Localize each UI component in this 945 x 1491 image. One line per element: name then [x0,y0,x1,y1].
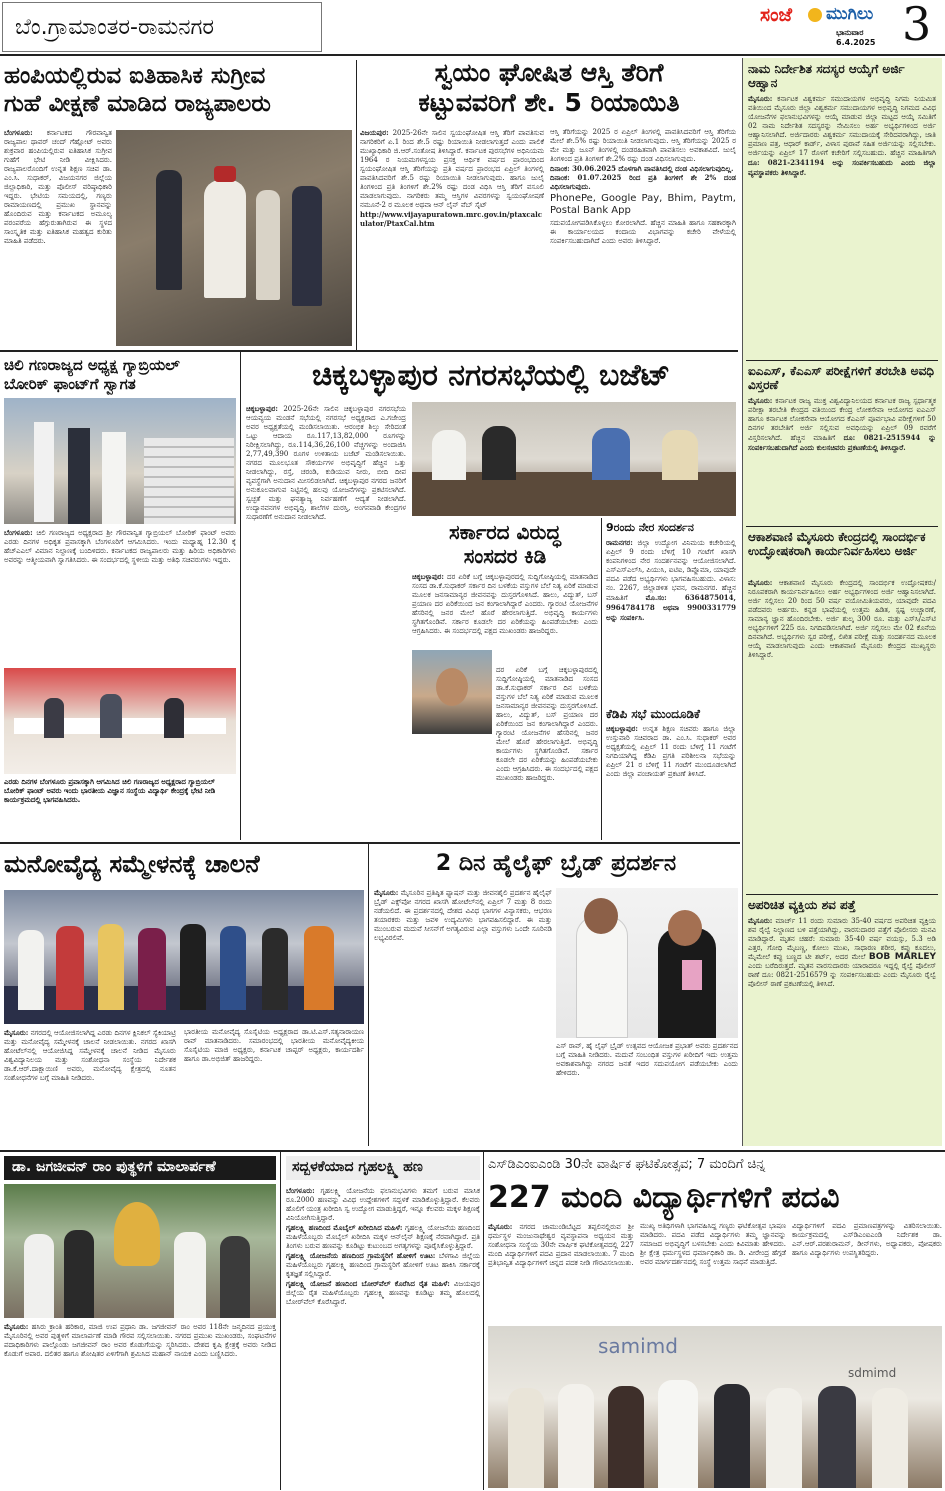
gruhalakshmi-vrule [483,1152,484,1490]
bob-marley-text: BOB MARLEY [868,952,936,962]
property-tax-url: http://www.vijayapuratown.mrc.gov.in/ptaxcalculator/PtaxCal.htm [360,210,543,228]
chile-headline: ಚಿಲಿ ಗಣರಾಜ್ಯದ ಅಧ್ಯಕ್ಷ ಗ್ಯಾಬ್ರಿಯಲ್ ಬೋರಿಕ್ ಫಾಂಟ್‌ಗೆ ಸ್ವಾಗತ [4,356,180,393]
budget-headline: ಚಿಕ್ಕಬಳ್ಳಾಪುರ ನಗರಸಭೆಯಲ್ಲಿ ಬಜೆಟ್ [311,358,671,393]
sdmimd-banner-logo: sdmimd [848,1366,897,1380]
sidebar-item-4-headline: ಅಪರಿಚಿತ ವ್ಯಕ್ತಿಯ ಶವ ಪತ್ತೆ [748,898,856,912]
halflife-headline: 2 ದಿನ ಹೈಲೈಫ್ ಬ್ರೈಡ್ ಪ್ರದರ್ಶನ [435,851,677,876]
sidebar-item-1-body: ಮೈಸೂರು: ಕರ್ನಾಟಕ ವಿಶ್ವಕರ್ಮ ಸಮುದಾಯಗಳ ಅಭಿವೃದ್ಧಿ ನಿಗಮ ನಿಯಮಿತ ವತಿಯಿಂದ ಮೈಸೂರು ಜಿಲ್ಲಾ ವಿಶ್ವಕರ್ಮ ಸಮುದಾಯಗಳ ಅಭಿವೃದ್ಧಿ ನಿಗಮದ ವಿವಿಧ ಯೋಜನೆಗಳ ಫಲಾನುಭವಿಗಳನ್ನು ಆಯ್ಕೆ ಮಾಡುವ ಜಿಲ್ಲಾ ಮಟ್ಟದ ಆಯ್ಕೆ ಸಮಿತಿಗೆ 02 ನಾಮ ನಿರ್ದೇಶಿತ ಸದಸ್ಯರನ್ನು ನೇಮಿಸಲು ಅರ್ಹ ಅಭ್ಯರ್ಥಿಗಳಿಂದ ಅರ್ಜಿ ಆಹ್ವಾನಿಸಲಾಗಿದೆ. ಅರ್ಜಿದಾರರು ವಿಶ್ವಕರ್ಮ ಸಮುದಾಯಕ್ಕೆ ಸೇರಿದವರಾಗಿದ್ದು, ಜಾತಿ ಪ್ರಮಾಣ ಪತ್ರ, ಆಧಾರ್ ಕಾರ್ಡ್, ವಿಳಾಸ ಪುರಾವೆ ಸಹಿತ ಅರ್ಜಿಯನ್ನು ಸಲ್ಲಿಸಬೇಕು. ಅರ್ಜಿಯನ್ನು ಏಪ್ರಿಲ್ 17 ರೊಳಗೆ ಕಚೇರಿಗೆ ಸಲ್ಲಿಸಬಹುದು. ಹೆಚ್ಚಿನ ಮಾಹಿತಿಗಾಗಿ ದೂ: 0821-2341194 ಅನ್ನು ಸಂಪರ್ಕಿಸಬಹುದು ಎಂದು ಜಿಲ್ಲಾ ವ್ಯವಸ್ಥಾಪಕರು ತಿಳಿಸಿದ್ದಾರೆ. [748,94,936,177]
property-tax-body-col2: ಆಸ್ತಿ ತೆರಿಗೆಯನ್ನು 2025 ರ ಏಪ್ರಿಲ್ ತಿಂಗಳಲ್ಲಿ ಪಾವತಿಸಿದವರಿಗೆ ಆಸ್ತಿ ತೆರಿಗೆಯ ಮೇಲೆ ಶೇ.5% ರಷ್ಟು ರಿಯಾಯಿತಿ ನೀಡಲಾಗುವುದು. ಆಸ್ತಿ ತೆರಿಗೆಯನ್ನು 2025 ರ ಮೇ ಮತ್ತು ಜೂನ್ ತಿಂಗಳಲ್ಲಿ ದಂಡರಹಿತವಾಗಿ ಪಾವತಿಸಲು ಅವಕಾಶವಿದೆ. ಜುಲೈ ತಿಂಗಳಿಂದ ಪ್ರತಿ ತಿಂಗಳಿಗೆ ಶೇ.2% ರಷ್ಟು ದಂಡ ವಿಧಿಸಲಾಗುವುದು. ದಿನಾಂಕ: 30.06.2025 ದೊಳಗಾಗಿ ಪಾವತಿಸಿದಲ್ಲಿ ದಂಡ ವಿಧಿಸಲಾಗುವುದಿಲ್ಲ. ದಿನಾಂಕ: 01.07.2025 ರಿಂದ ಪ್ರತಿ ತಿಂಗಳಿಗೆ ಶೇ 2% ದಂಡ ವಿಧಿಸಲಾಗುವುದು. PhonePe, Google Pay, Bhim, Paytm, Postal Bank App ಸದುಪಯೋಗಪಡಿಸಿಕೊಳ್ಳಲು ಕೋರಲಾಗಿದೆ. ಹೆಚ್ಚಿನ ಮಾಹಿತಿ ಹಾಗೂ ಸಹಕಾರಕ್ಕಾಗಿ ಈ ಕಾರ್ಯಾಲಯದ ಕಂದಾಯ ವಿಭಾಗವನ್ನು ಕಚೇರಿ ವೇಳೆಯಲ್ಲಿ ಸಂಪರ್ಕಿಸಬಹುದಾಗಿದೆ ಎಂದು ಅವರು ತಿಳಿಸಿದ್ದಾರೆ. [550,128,736,245]
mid-hrule [0,842,740,844]
sdmimd-kicker: ಎಸ್‌ಡಿಎಂಐಎಂಡಿ 30ನೇ ವಾರ್ಷಿಕ ಘಟಿಕೋತ್ಸವ; 7 ಮಂದಿಗೆ ಚಿನ್ನ [488,1157,766,1172]
sidebar-item-1-headline: ನಾಮ ನಿರ್ದೇಶಿತ ಸದಸ್ಯರ ಆಯ್ಕೆಗೆ ಅರ್ಜಿ ಆಹ್ವಾನ [748,62,905,90]
property-tax-headline: ಸ್ವಯಂ ಘೋಷಿತ ಆಸ್ತಿ ತೆರಿಗೆ ಕಟ್ಟುವವರಿಗೆ ಶೇ. 5 ರಿಯಾಯಿತಿ [418,58,680,117]
sdmimd-photo [488,1326,942,1488]
jagjivan-vrule [280,1152,281,1490]
payment-methods: PhonePe, Google Pay, Bhim, Paytm, Postal Bank App [550,193,736,216]
chile-body: ಬೆಂಗಳೂರು: ಚಿಲಿ ಗಣರಾಜ್ಯದ ಅಧ್ಯಕ್ಷರಾದ ಶ್ರೀ ಗೌರವಾನ್ವಿತ ಗ್ಯಾಬ್ರಿಯಲ್ ಬೋರಿಕ್ ಫಾಂಟ್ ಅವರು ಎರಡು ದಿನಗಳ ಅಧಿಕೃತ ಪ್ರವಾಸಕ್ಕಾಗಿ ಬೆಂಗಳೂರಿಗೆ ಆಗಮಿಸಿದರು. ಇಂದು ಮಧ್ಯಾಹ್ನ 12.30 ಕ್ಕೆ ಹೆಚ್ಎಎಲ್ ವಿಮಾನ ನಿಲ್ದಾಣಕ್ಕೆ ಬಂದಿಳಿದರು. ಕರ್ನಾಟಕದ ರಾಜ್ಯಪಾಲರು ಮತ್ತು ಹಿರಿಯ ಅಧಿಕಾರಿಗಳು ಅವರನ್ನು ಆತ್ಮೀಯವಾಗಿ ಸ್ವಾಗತಿಸಿದರು. ಈ ಸಂದರ್ಭದಲ್ಲಿ ಸ್ಥಳೀಯ ಮತ್ತು ಅತಿಥಿ ಸಚಿವರುಗಳು ಇದ್ದರು. [4,528,236,564]
sdmimd-body-col3: ವಿದ್ಯಾರ್ಥಿಗಳಿಗೆ ಪದವಿ ಪ್ರಮಾಣಪತ್ರಗಳನ್ನು ವಿತರಿಸಲಾಯಿತು. ಕಾರ್ಯಕ್ರಮದಲ್ಲಿ ಎಸ್‌ಡಿಎಂಐಎಂಡಿ ನಿರ್ದೇಶಕ ಡಾ. ಎನ್.ಆರ್.ಪರಶುರಾಮನ್, ಡೀನ್‌ಗಳು, ಅಧ್ಯಾಪಕರು, ಪೋಷಕರು ಹಾಗೂ ವಿದ್ಯಾರ್ಥಿಗಳು ಉಪಸ್ಥಿತರಿದ್ದರು. [792,1222,942,1257]
sidebar-item-4-body: ಮೈಸೂರು: ಮಾರ್ಚ್ 11 ರಂದು ಸುಮಾರು 35-40 ವರ್ಷದ ಅಪರಿಚಿತ ವ್ಯಕ್ತಿಯ ಶವ ರೈಲ್ವೆ ನಿಲ್ದಾಣದ ಬಳಿ ಪತ್ತೆಯಾಗಿದ್ದು, ವಾರಸುದಾರರ ಪತ್ತೆಗೆ ಪೊಲೀಸರು ಮನವಿ ಮಾಡಿದ್ದಾರೆ. ಮೃತನ ಚಹರೆ: ಸುಮಾರು 35-40 ವರ್ಷ ವಯಸ್ಸು, 5.3 ಅಡಿ ಎತ್ತರ, ಗೋಧಿ ಮೈಬಣ್ಣ, ಕೋಲು ಮುಖ, ಸಾಧಾರಣ ಶರೀರ, ಕಪ್ಪು ಕೂದಲು, ಮೈಮೇಲೆ ಕಪ್ಪು ಬಣ್ಣದ ಟೀ ಶರ್ಟ್, ಅದರ ಮೇಲೆ BOB MARLEY ಎಂದು ಬರೆದಿರುತ್ತದೆ. ಮೃತನ ವಾರಸುದಾರರು ಯಾರಾದರೂ ಇದ್ದಲ್ಲಿ ರೈಲ್ವೆ ಪೊಲೀಸ್ ಠಾಣೆ ದೂ: 0821-2516579 ನ್ನು ಸಂಪರ್ಕಿಸಬಹುದು ಎಂದು ಮೈಸೂರು ರೈಲ್ವೆ ಪೊಲೀಸ್ ಠಾಣೆ ಪ್ರಕಟಣೆಯಲ್ಲಿ ತಿಳಿಸಿದೆ. [748,916,936,988]
halflife-body-col1: ಮೈಸೂರು: ಮೈಸೂರಿನ ಪ್ರತಿಷ್ಠಿತ ಫ್ಯಾಷನ್ ಮತ್ತು ಜೀವನಶೈಲಿ ಪ್ರದರ್ಶನ ಹೈಲೈಫ್ ಬ್ರೈಡ್ ಎಕ್ಸ್‌ಪೋ ನಗರದ ಖಾಸಗಿ ಹೋಟೆಲ್‌ನಲ್ಲಿ ಏಪ್ರಿಲ್ 7 ಮತ್ತು 8 ರಂದು ನಡೆಯಲಿದೆ. ಈ ಪ್ರದರ್ಶನದಲ್ಲಿ ದೇಶದ ವಿವಿಧ ಭಾಗಗಳ ವಿನ್ಯಾಸಕರು, ಆಭರಣ ತಯಾರಕರು ಮತ್ತು ಜವಳಿ ಉದ್ಯಮಿಗಳು ಭಾಗವಹಿಸಲಿದ್ದಾರೆ. ಈ ಮತ್ತು ಮುಂಬರುವ ಮದುವೆ ಸೀಸನ್‌ಗೆ ಅಗತ್ಯವಿರುವ ಎಲ್ಲಾ ವಸ್ತುಗಳು ಒಂದೇ ಸೂರಿನಡಿ ಲಭ್ಯವಿರಲಿವೆ. [374,888,552,942]
sidebar-item-3-headline: ಆಕಾಶವಾಣಿ ಮೈಸೂರು ಕೇಂದ್ರದಲ್ಲಿ ಸಾಂದರ್ಭಿಕ ಉದ್ಘೋಷಕರಾಗಿ ಕಾರ್ಯನಿರ್ವಹಿಸಲು ಅರ್ಜಿ [748,530,926,558]
mp-body-col1: ಚಿಕ್ಕಬಳ್ಳಾಪುರ: ದರ ಏರಿಕೆ ಬಗ್ಗೆ ಚಿಕ್ಕಬಳ್ಳಾಪುರದಲ್ಲಿ ಸುದ್ದಿಗೋಷ್ಠಿಯಲ್ಲಿ ಮಾತನಾಡಿದ ಸಂಸದ ಡಾ.ಕೆ.ಸುಧಾಕರ್ ಸರ್ಕಾರ ದಿನ ಬಳಕೆಯ ವಸ್ತುಗಳ ಬೆಲೆ ನಿತ್ಯ ಏರಿಕೆ ಮಾಡುವ ಮೂಲಕ ಜನಸಾಮಾನ್ಯರ ಜೀವನವನ್ನು ದುಸ್ತರಗೊಳಿಸಿದೆ. ಹಾಲು, ವಿದ್ಯುತ್, ಬಸ್ ಪ್ರಯಾಣ ದರ ಏರಿಕೆಯಿಂದ ಜನ ಕಂಗಾಲಾಗಿದ್ದಾರೆ ಎಂದರು. ಗ್ಯಾರಂಟಿ ಯೋಜನೆಗಳ ಹೆಸರಿನಲ್ಲಿ ಜನರ ಮೇಲೆ ಹೊರೆ ಹೇರಲಾಗುತ್ತಿದೆ. ಅಭಿವೃದ್ಧಿ ಕಾರ್ಯಗಳು ಸ್ಥಗಿತಗೊಂಡಿವೆ. ಸರ್ಕಾರ ಕೂಡಲೇ ದರ ಏರಿಕೆಯನ್ನು ಹಿಂಪಡೆಯಬೇಕು ಎಂದು ಆಗ್ರಹಿಸಿದರು. ಈ ಸಂದರ್ಭದಲ್ಲಿ ಪಕ್ಷದ ಮುಖಂಡರು ಹಾಜರಿದ್ದರು. [412,572,598,635]
sidebar [742,58,942,1146]
issue-date: 6.4.2025 [836,38,876,47]
hampi-photo [116,130,352,346]
mp-photo [412,650,492,734]
gruhalakshmi-headline-box [286,1156,480,1180]
psychiatry-photo [4,890,364,1024]
chile-photo-2 [4,668,236,774]
mp-body-col2: ದರ ಏರಿಕೆ ಬಗ್ಗೆ ಚಿಕ್ಕಬಳ್ಳಾಪುರದಲ್ಲಿ ಸುದ್ದಿಗೋಷ್ಠಿಯಲ್ಲಿ ಮಾತನಾಡಿದ ಸಂಸದ ಡಾ.ಕೆ.ಸುಧಾಕರ್ ಸರ್ಕಾರ ದಿನ ಬಳಕೆಯ ವಸ್ತುಗಳ ಬೆಲೆ ನಿತ್ಯ ಏರಿಕೆ ಮಾಡುವ ಮೂಲಕ ಜನಸಾಮಾನ್ಯರ ಜೀವನವನ್ನು ದುಸ್ತರಗೊಳಿಸಿದೆ. ಹಾಲು, ವಿದ್ಯುತ್, ಬಸ್ ಪ್ರಯಾಣ ದರ ಏರಿಕೆಯಿಂದ ಜನ ಕಂಗಾಲಾಗಿದ್ದಾರೆ ಎಂದರು. ಗ್ಯಾರಂಟಿ ಯೋಜನೆಗಳ ಹೆಸರಿನಲ್ಲಿ ಜನರ ಮೇಲೆ ಹೊರೆ ಹೇರಲಾಗುತ್ತಿದೆ. ಅಭಿವೃದ್ಧಿ ಕಾರ್ಯಗಳು ಸ್ಥಗಿತಗೊಂಡಿವೆ. ಸರ್ಕಾರ ಕೂಡಲೇ ದರ ಏರಿಕೆಯನ್ನು ಹಿಂಪಡೆಯಬೇಕು ಎಂದು ಆಗ್ರಹಿಸಿದರು. ಈ ಸಂದರ್ಭದಲ್ಲಿ ಪಕ್ಷದ ಮುಖಂಡರು ಹಾಜರಿದ್ದರು. [496,666,598,782]
interview-phones: ಮೊ.ಸಂ: 6364875014, 9964784178 ಅಥವಾ 9900331779 ಅನ್ನು ಸಂಪರ್ಕಿಸಿ. [606,593,736,622]
jagjivan-body: ಮೈಸೂರು: ಹಸಿರು ಕ್ರಾಂತಿ ಹರಿಕಾರ, ಮಾಜಿ ಉಪ ಪ್ರಧಾನಿ ಡಾ. ಜಗಜೀವನ್ ರಾಂ ಅವರ 118ನೇ ಜನ್ಮದಿನದ ಪ್ರಯುಕ್ತ ಮೈಸೂರಿನಲ್ಲಿ ಅವರ ಪುತ್ಥಳಿಗೆ ಮಾಲಾರ್ಪಣೆ ಮಾಡಿ ಗೌರವ ಸಲ್ಲಿಸಲಾಯಿತು. ನಗರದ ಪ್ರಮುಖ ಮುಖಂಡರು, ಸಂಘಟನೆಗಳ ಪದಾಧಿಕಾರಿಗಳು ಪಾಲ್ಗೊಂಡು ಜಗಜೀವನ್ ರಾಂ ಅವರ ಕೊಡುಗೆಯನ್ನು ಸ್ಮರಿಸಿದರು. ದೇಶದ ಕೃಷಿ ಕ್ಷೇತ್ರಕ್ಕೆ ಅವರು ನೀಡಿದ ಕೊಡುಗೆ ಅಪಾರ. ದಲಿತರ ಹಾಗೂ ಶೋಷಿತರ ಏಳಿಗೆಗಾಗಿ ಶ್ರಮಿಸಿದ ಮಹಾನ್ ನಾಯಕ ಎಂದು ಬಣ್ಣಿಸಿದರು. [4,1322,276,1358]
psychiatry-vrule [368,844,369,1146]
sdmimd-body-col1: ಮೈಸೂರು: ನಗರದ ಚಾಮುಂಡಿಬೆಟ್ಟದ ತಪ್ಪಲಿನಲ್ಲಿರುವ ಶ್ರೀ ಧರ್ಮಸ್ಥಳ ಮಂಜುನಾಥೇಶ್ವರ ವ್ಯವಸ್ಥಾಪನಾ ಅಧ್ಯಯನ ಮತ್ತು ಸಂಶೋಧನಾ ಸಂಸ್ಥೆಯ 30ನೇ ವಾರ್ಷಿಕ ಘಟಿಕೋತ್ಸವದಲ್ಲಿ 227 ಮಂದಿ ವಿದ್ಯಾರ್ಥಿಗಳಿಗೆ ಪದವಿ ಪ್ರದಾನ ಮಾಡಲಾಯಿತು. 7 ಮಂದಿ ಪ್ರತಿಭಾನ್ವಿತ ವಿದ್ಯಾರ್ಥಿಗಳಿಗೆ ಚಿನ್ನದ ಪದಕ ನೀಡಿ ಗೌರವಿಸಲಾಯಿತು. [488,1222,634,1267]
paper-name-right: ಮುಗಿಲು [826,4,874,24]
hampi-body: ಬೆಂಗಳೂರು: ಕರ್ನಾಟಕದ ಗೌರವಾನ್ವಿತ ರಾಜ್ಯಪಾಲ ಥಾವರ್ ಚಂದ್ ಗೆಹ್ಲೋಟ್ ಅವರು ಶುಕ್ರವಾರ ಹಂಪಿಯಲ್ಲಿರುವ ಐತಿಹಾಸಿಕ ಸುಗ್ರೀವ ಗುಹೆಗೆ ಭೇಟಿ ನೀಡಿ ವೀಕ್ಷಿಸಿದರು. ರಾಜ್ಯಪಾಲರೊಂದಿಗೆ ಉನ್ನತ ಶಿಕ್ಷಣ ಸಚಿವ ಡಾ. ಎಂ.ಸಿ. ಸುಧಾಕರ್, ವಿಜಯನಗರ ಜಿಲ್ಲೆಯ ಜಿಲ್ಲಾಧಿಕಾರಿ, ಮತ್ತು ಪೊಲೀಸ್ ವರಿಷ್ಠಾಧಿಕಾರಿ ಇದ್ದರು. ಭೇಟಿಯ ಸಮಯದಲ್ಲಿ, ಗಣ್ಯರು ರಾಮಾಯಣದಲ್ಲಿ ಪ್ರಮುಖ ಸ್ಥಾನವನ್ನು ಹೊಂದಿರುವ ಮತ್ತು ಕರ್ನಾಟಕದ ಅಮೂಲ್ಯ ಪರಂಪರೆಯ ಹೆಗ್ಗುರುತಾಗಿರುವ ಈ ಸ್ಥಳದ ಸಾಂಸ್ಕೃತಿಕ ಮತ್ತು ಐತಿಹಾಸಿಕ ಮಹತ್ವದ ಕುರಿತು ಮಾಹಿತಿ ಪಡೆದರು. [4,128,112,245]
interview-body: ರಾಮನಗರ: ಜಿಲ್ಲಾ ಉದ್ಯೋಗ ವಿನಿಮಯ ಕಚೇರಿಯಲ್ಲಿ ಏಪ್ರಿಲ್ 9 ರಂದು ಬೆಳಿಗ್ಗೆ 10 ಗಂಟೆಗೆ ಖಾಸಗಿ ಕಂಪನಿಗಳಿಂದ ನೇರ ಸಂದರ್ಶನವನ್ನು ಆಯೋಜಿಸಲಾಗಿದೆ. ಎಸ್ಎಸ್ಎಲ್‌ಸಿ, ಪಿಯುಸಿ, ಐಟಿಐ, ಡಿಪ್ಲೊಮಾ, ಯಾವುದೇ ಪದವಿ ಪಡೆದ ಅಭ್ಯರ್ಥಿಗಳು ಭಾಗವಹಿಸಬಹುದು. ವಿಳಾಸ: ನಂ. 2267, ಜಿಲ್ಲಾಡಳಿತ ಭವನ, ರಾಮನಗರ. ಹೆಚ್ಚಿನ ಮಾಹಿತಿಗೆ ಮೊ.ಸಂ: 6364875014, 9964784178 ಅಥವಾ 9900331779 ಅನ್ನು ಸಂಪರ್ಕಿಸಿ. [606,538,736,622]
chile-photo-caption: ಎರಡು ದಿನಗಳ ಬೆಂಗಳೂರು ಪ್ರವಾಸಕ್ಕಾಗಿ ಆಗಮಿಸಿದ ಚಿಲಿ ಗಣರಾಜ್ಯದ ಅಧ್ಯಕ್ಷರಾದ ಗ್ಯಾಬ್ರಿಯಲ್ ಬೋರಿಕ್ ಫಾಂಟ್ ಅವರು ಇಂದು ಭಾರತೀಯ ವಿಜ್ಞಾನ ಸಂಸ್ಥೆಯ ವಿದ್ಯಾರ್ಥಿ ಕೇಂದ್ರಕ್ಕೆ ಭೇಟಿ ನೀಡಿ ಕಾರ್ಯಕ್ರಮದಲ್ಲಿ ಭಾಗವಹಿಸಿದರು. [4,778,216,804]
section-label: ಬೆಂ.ಗ್ರಾಮಾಂತರ-ರಾಮನಗರ [15,15,215,40]
psychiatry-body-col1: ಮೈಸೂರು: ನಗರದಲ್ಲಿ ಆಯೋಜಿಸಲಾಗಿದ್ದ ಎರಡು ದಿನಗಳ ಕ್ಲಿನಿಕಲ್ ಸ್ಯೆಕಿಯಾಟ್ರಿ ಮತ್ತು ಮನೋವೈದ್ಯ ಸಮ್ಮೇಳನಕ್ಕೆ ಚಾಲನೆ ನೀಡಲಾಯಿತು. ನಗರದ ಖಾಸಗಿ ಹೋಟೆಲ್‌ನಲ್ಲಿ ಆಯೋಜಿಸಿದ್ದ ಸಮ್ಮೇಳನಕ್ಕೆ ಚಾಲನೆ ನೀಡಿದ ಮೈಸೂರು ವಿಶ್ವವಿದ್ಯಾನಿಲಯ ಮತ್ತು ಸಂಶೋಧನಾ ಸಂಸ್ಥೆಯ ನಿರ್ದೇಶಕ ಡಾ.ಕೆ.ಆರ್.ದಾಕ್ಷಾಯಿಣಿ ಅವರು, ಮನೋವೈದ್ಯ ಕ್ಷೇತ್ರದಲ್ಲಿ ನೂತನ ಸಂಶೋಧನೆಗಳ ಬಗ್ಗೆ ಮಾಹಿತಿ ನೀಡಿದರು. [4,1028,176,1082]
halflife-photo [556,888,738,1038]
psychiatry-headline: ಮನೋವೈದ್ಯ ಸಮ್ಮೇಳನಕ್ಕೆ ಚಾಲನೆ [4,850,260,878]
kdp-body: ಚಿಕ್ಕಬಳ್ಳಾಪುರ: ಉನ್ನತ ಶಿಕ್ಷಣ ಸಚಿವರು ಹಾಗೂ ಜಿಲ್ಲಾ ಉಸ್ತುವಾರಿ ಸಚಿವರಾದ ಡಾ. ಎಂ.ಸಿ. ಸುಧಾಕರ್ ಅವರ ಅಧ್ಯಕ್ಷತೆಯಲ್ಲಿ ಏಪ್ರಿಲ್ 11 ರಂದು ಬೆಳಿಗ್ಗೆ 11 ಗಂಟೆಗೆ ನಿಗದಿಯಾಗಿದ್ದ ಕೆಡಿಪಿ ಪ್ರಗತಿ ಪರಿಶೀಲನಾ ಸಭೆಯನ್ನು ಏಪ್ರಿಲ್ 21 ರ ಬೆಳಿಗ್ಗೆ 11 ಗಂಟೆಗೆ ಮುಂದೂಡಲಾಗಿದೆ ಎಂದು ಜಿಲ್ಲಾ ಪಂಚಾಯತ್ ಪ್ರಕಟಣೆ ತಿಳಿಸಿದೆ. [606,724,736,778]
psychiatry-body-col2: ಭಾರತೀಯ ಮನೋವೈದ್ಯ ಸೊಸೈಟಿಯ ಅಧ್ಯಕ್ಷರಾದ ಡಾ.ಟಿ.ಎಸ್.ಸತ್ಯನಾರಾಯಣ ರಾವ್ ಮಾತನಾಡಿದರು. ಸಮಾರಂಭದಲ್ಲಿ ಭಾರತೀಯ ಮನೋವೈದ್ಯಕೀಯ ಸೊಸೈಟಿಯ ಮಾಜಿ ಅಧ್ಯಕ್ಷರು, ಕರ್ನಾಟಕ ಚಾಪ್ಟರ್ ಅಧ್ಯಕ್ಷರು, ಕಾರ್ಯದರ್ಶಿ ಹಾಗೂ ಡಾ.ಅಭಿಜಿತ್ ಹಾಜರಿದ್ದರು. [184,1028,364,1063]
hampi-vrule [356,60,357,350]
sdmimd-headline: 227 ಮಂದಿ ವಿದ್ಯಾರ್ಥಿಗಳಿಗೆ ಪದವಿ [488,1180,840,1215]
property-tax-body-col1: ವಿಜಯಪುರ: 2025-26ನೇ ಸಾಲಿನ ಸ್ವಯಂಘೋಷಿತ ಆಸ್ತಿ ತೆರಿಗೆ ಪಾವತಿಸುವ ನಾಗರಿಕರಿಗೆ ಏ.1 ರಿಂದ ಶೇ.5 ರಷ್ಟು ರಿಯಾಯಿತಿ ನೀಡಲಾಗುತ್ತದೆ ಎಂದು ಪಾಲಿಕೆ ಮುಖ್ಯಾಧಿಕಾರಿ ಜಿ.ಆರ್.ಸಂತೋಷ ತಿಳಿಸಿದ್ದಾರೆ. ಕರ್ನಾಟಕ ಪುರಸಭೆಗಳ ಅಧಿನಿಯಮ 1964 ರ ನಿಯಮಗಳನ್ವಯ ಪ್ರಸಕ್ತ ಆರ್ಥಿಕ ವರ್ಷದ ಪ್ರಾರಂಭದಿಂದ ಸ್ವಯಂಘೋಷಿತ ಆಸ್ತಿ ತೆರಿಗೆಯನ್ನು ಪ್ರತಿ ವರ್ಷದ ಪ್ರಾರಂಭದ ಏಪ್ರಿಲ್ ತಿಂಗಳಲ್ಲಿ ಪಾವತಿಸಿದವರಿಗೆ ಶೇ.5 ರಷ್ಟು ರಿಯಾಯಿತಿ ನೀಡಲಾಗುವುದು. ಹಾಗೂ ಜುಲೈ ತಿಂಗಳಿಂದ ಪ್ರತಿ ತಿಂಗಳಿಗೆ ಶೇ.2% ರಷ್ಟು ದಂಡ ವಿಧಿಸಿ ಆಸ್ತಿ ತೆರಿಗೆ ವಸೂಲಿ ಮಾಡಲಾಗುವುದು. ನಾಗರಿಕರು ತಮ್ಮ ಆಸ್ತಿಗಳ ವಿವರಗಳನ್ನು ಸ್ವಯಂಘೋಷಣೆ ನಮೂನೆ-2 ರ ಮೂಲಕ ಅಥವಾ ಆನ್ ಲೈನ್ ವೆಬ್ ಸೈಟ್ http://www.vijayapuratown.mrc.gov.in/ptaxcalculator/PtaxCal.htm [360,128,544,228]
lower-hrule [0,1150,945,1152]
gruhalakshmi-headline: ಸದ್ಬಳಕೆಯಾದ ಗೃಹಲಕ್ಷ್ಮಿ ಹಣ [292,1159,423,1175]
jagjivan-headline: ಡಾ. ಜಗಜೀವನ್ ರಾಂ ಪುತ್ಥಳಿಗೆ ಮಾಲಾರ್ಪಣೆ [12,1159,216,1175]
sidebar-item-2-body: ಮೈಸೂರು: ಕರ್ನಾಟಕ ರಾಜ್ಯ ಮುಕ್ತ ವಿಶ್ವವಿದ್ಯಾನಿಲಯದ ಕರ್ನಾಟಕ ರಾಜ್ಯ ಸ್ಪರ್ಧಾತ್ಮಕ ಪರೀಕ್ಷಾ ತರಬೇತಿ ಕೇಂದ್ರದ ವತಿಯಿಂದ ಕೇಂದ್ರ ಲೋಕಸೇವಾ ಆಯೋಗದ ಐಎಎಸ್ ಹಾಗೂ ಕರ್ನಾಟಕ ಲೋಕಸೇವಾ ಆಯೋಗದ ಕೆಎಎಸ್ ಪೂರ್ವಭಾವಿ ಪರೀಕ್ಷೆಗಳಿಗೆ 50 ದಿನಗಳ ತರಬೇತಿಗೆ ಅರ್ಜಿ ಸಲ್ಲಿಸುವ ಅವಧಿಯನ್ನು ಏಪ್ರಿಲ್ 09 ರವರೆಗೆ ವಿಸ್ತರಿಸಲಾಗಿದೆ. ಹೆಚ್ಚಿನ ಮಾಹಿತಿಗೆ ದೂ: 0821-2515944 ನ್ನು ಸಂಪರ್ಕಿಸಬಹುದಾಗಿದೆ ಎಂದು ಕುಲಸಚಿವರು ಪ್ರಕಟಣೆಯಲ್ಲಿ ತಿಳಿಸಿದ್ದಾರೆ. [748,396,936,452]
sdmimd-body-col2: ಮುಖ್ಯ ಅತಿಥಿಗಳಾಗಿ ಭಾಗವಹಿಸಿದ್ದ ಗಣ್ಯರು ಘಟಿಕೋತ್ಸವ ಭಾಷಣ ಮಾಡಿದರು. ಪದವಿ ಪಡೆದ ವಿದ್ಯಾರ್ಥಿಗಳು ತಮ್ಮ ಜ್ಞಾನವನ್ನು ಸಮಾಜದ ಅಭಿವೃದ್ಧಿಗೆ ಬಳಸಬೇಕು ಎಂದು ಕಿವಿಮಾತು ಹೇಳಿದರು. ಶ್ರೀ ಕ್ಷೇತ್ರ ಧರ್ಮಸ್ಥಳದ ಧರ್ಮಾಧಿಕಾರಿ ಡಾ. ಡಿ. ವೀರೇಂದ್ರ ಹೆಗ್ಗಡೆ ಅವರ ಮಾರ್ಗದರ್ಶನದಲ್ಲಿ ಸಂಸ್ಥೆ ಉತ್ತಮ ಸಾಧನೆ ಮಾಡುತ್ತಿದೆ. [640,1222,786,1266]
interview-headline: 9ರಂದು ನೇರ ಸಂದರ್ಶನ [606,521,694,534]
budget-photo [412,402,736,516]
jagjivan-headline-box [4,1156,276,1180]
budget-body-col1: ಚಿಕ್ಕಬಳ್ಳಾಪುರ: 2025-26ನೇ ಸಾಲಿನ ಚಿಕ್ಕಬಳ್ಳಾಪುರ ನಗರಸಭೆಯ ಆಯವ್ಯಯ ಮಂಡನೆ ಸಭೆಯಲ್ಲಿ ನಗರಸಭೆ ಅಧ್ಯಕ್ಷರಾದ ಎ.ಗಜೇಂದ್ರ ಅವರ ಅಧ್ಯಕ್ಷತೆಯಲ್ಲಿ ಮಂಡಿಸಲಾಯಿತು. ಆರಂಭಿಕ ಶಿಲ್ಕು ಸೇರಿದಂತೆ ಒಟ್ಟು ಆದಾಯ ರೂ.117,13,82,000 ರೂಗಳನ್ನು ನಿರೀಕ್ಷಿಸಲಾಗಿದ್ದು, ರೂ.114,36,26,100 ವೆಚ್ಚಗಳನ್ನು ಅಂದಾಜಿಸಿ 2,77,49,390 ರೂಗಳ ಉಳಿತಾಯ ಬಜೆಟ್ ಮಂಡಿಸಲಾಯಿತು. ನಗರದ ಮೂಲಭೂತ ಸೌಕರ್ಯಗಳ ಅಭಿವೃದ್ಧಿಗೆ ಹೆಚ್ಚಿನ ಒತ್ತು ನೀಡಲಾಗಿದ್ದು, ರಸ್ತೆ, ಚರಂಡಿ, ಕುಡಿಯುವ ನೀರು, ಬೀದಿ ದೀಪ ವ್ಯವಸ್ಥೆಗಾಗಿ ಅನುದಾನ ಮೀಸಲಿಡಲಾಗಿದೆ. ಚಿಕ್ಕಬಳ್ಳಾಪುರ ನಗರದ ಜನರಿಗೆ ಅನುಕೂಲವಾಗುವ ನಿಟ್ಟಿನಲ್ಲಿ ಹಲವು ಯೋಜನೆಗಳನ್ನು ಪ್ರಕಟಿಸಲಾಗಿದೆ. ಸ್ವಚ್ಛತೆ ಮತ್ತು ಘನತ್ಯಾಜ್ಯ ನಿರ್ವಹಣೆಗೆ ಆದ್ಯತೆ ನೀಡಲಾಗಿದೆ. ಉದ್ಯಾನವನಗಳ ಅಭಿವೃದ್ಧಿ, ಶಾಲೆಗಳ ದುರಸ್ತಿ, ಅಂಗನವಾಡಿ ಕೇಂದ್ರಗಳ ಸುಧಾರಣೆಗೆ ಅನುದಾನ ನೀಡಲಾಗಿದೆ. [246,404,406,521]
issue-day: ಭಾನುವಾರ [836,28,864,37]
chile-photo-1 [4,398,236,524]
sun-icon [808,8,822,22]
page-number: 3 [902,0,932,51]
sidebar-item-3-body: ಮೈಸೂರು: ಆಕಾಶವಾಣಿ ಮೈಸೂರು ಕೇಂದ್ರದಲ್ಲಿ ಸಾಂದರ್ಭಿಕ ಉದ್ಘೋಷಕರು/ನಿರೂಪಕರಾಗಿ ಕಾರ್ಯನಿರ್ವಹಿಸಲು ಅರ್ಹ ಅಭ್ಯರ್ಥಿಗಳಿಂದ ಅರ್ಜಿ ಆಹ್ವಾನಿಸಲಾಗಿದೆ. ಅರ್ಜಿ ಸಲ್ಲಿಸಲು 20 ರಿಂದ 50 ವರ್ಷ ವಯೋಮಿತಿಯವರು, ಯಾವುದೇ ಪದವಿ ಪಡೆದವರು ಅರ್ಹರು. ಕನ್ನಡ ಭಾಷೆಯಲ್ಲಿ ಉತ್ತಮ ಹಿಡಿತ, ಸ್ಪಷ್ಟ ಉಚ್ಚಾರಣೆ, ಸಾಮಾನ್ಯ ಜ್ಞಾನ ಹೊಂದಿರಬೇಕು. ಅರ್ಜಿ ಶುಲ್ಕ 300 ರೂ. ಮತ್ತು ಎಸ್‌ಸಿ/ಎಸ್‌ಟಿ ಅಭ್ಯರ್ಥಿಗಳಿಗೆ 225 ರೂ. ನಿಗದಿಪಡಿಸಲಾಗಿದೆ. ಅರ್ಜಿ ಸಲ್ಲಿಸಲು ಮೇ 02 ಕೊನೆಯ ದಿನವಾಗಿದೆ. ಅಭ್ಯರ್ಥಿಗಳು ಸ್ವರ ಪರೀಕ್ಷೆ, ಲಿಖಿತ ಪರೀಕ್ಷೆ ಮತ್ತು ಸಂದರ್ಶನದ ಮೂಲಕ ಆಯ್ಕೆ ಮಾಡಲಾಗುವುದು ಎಂದು ಆಕಾಶವಾಣಿ ಮೈಸೂರು ಕೇಂದ್ರದ ಮುಖ್ಯಸ್ಥರು ತಿಳಿಸಿದ್ದಾರೆ. [748,578,936,659]
section-label-box [2,2,322,52]
sidebar-item-2-headline: ಐಎಎಸ್, ಕೆಎಎಸ್ ಪರೀಕ್ಷೆಗಳಿಗೆ ತರಬೇತಿ ಅವಧಿ ವಿಸ್ತರಣೆ [748,364,935,392]
mp-vrule [601,518,602,840]
kdp-headline: ಕೆಡಿಪಿ ಸಭೆ ಮುಂದೂಡಿಕೆ [606,707,700,721]
masthead-rule [0,54,945,56]
mp-headline: ಸರ್ಕಾರದ ವಿರುದ್ಧ ಸಂಸದರ ಕಿಡಿ [449,520,561,568]
jagjivan-photo [4,1184,276,1318]
gruhalakshmi-body: ಬೆಂಗಳೂರು: ಗೃಹಲಕ್ಷ್ಮಿ ಯೋಜನೆಯ ಫಲಾನುಭವಿಗಳು ತಮಗೆ ಬರುವ ಮಾಸಿಕ ರೂ.2000 ಹಣವನ್ನು ವಿವಿಧ ಉದ್ದೇಶಗಳಿಗೆ ಸದ್ಬಳಕೆ ಮಾಡಿಕೊಳ್ಳುತ್ತಿದ್ದಾರೆ. ಕೆಲವರು ಹೊಲಿಗೆ ಯಂತ್ರ ಖರೀದಿಸಿ ಸ್ವ ಉದ್ಯೋಗ ಮಾಡುತ್ತಿದ್ದರೆ, ಇನ್ನೂ ಕೆಲವರು ಮಕ್ಕಳ ಶಿಕ್ಷಣಕ್ಕೆ ವಿನಿಯೋಗಿಸುತ್ತಿದ್ದಾರೆ. ಗೃಹಲಕ್ಷ್ಮಿ ಹಣದಿಂದ ಮೊಬೈಲ್ ಖರೀದಿಸಿದ ಮಹಿಳೆ: ಗೃಹಲಕ್ಷ್ಮಿ ಯೋಜನೆಯ ಹಣದಿಂದ ಮಹಿಳೆಯೊಬ್ಬರು ಮೊಬೈಲ್ ಖರೀದಿಸಿ ಮಕ್ಕಳ ಆನ್‌ಲೈನ್ ಶಿಕ್ಷಣಕ್ಕೆ ನೆರವಾಗಿದ್ದಾರೆ. ಪ್ರತಿ ತಿಂಗಳು ಬರುವ ಹಣವನ್ನು ಕೂಡಿಟ್ಟು ಕುಟುಂಬದ ಅಗತ್ಯಗಳನ್ನು ಪೂರೈಸಿಕೊಳ್ಳುತ್ತಿದ್ದಾರೆ. ಗೃಹಲಕ್ಷ್ಮಿ ಯೋಜನೆಯ ಹಣದಿಂದ ಗ್ರಾಮಸ್ಥರಿಗೆ ಹೋಳಿಗೆ ಊಟ: ಬೆಳಗಾವಿ ಜಿಲ್ಲೆಯ ಮಹಿಳೆಯೊಬ್ಬರು ಗೃಹಲಕ್ಷ್ಮಿ ಹಣದಿಂದ ಗ್ರಾಮಸ್ಥರಿಗೆ ಹೋಳಿಗೆ ಊಟ ಹಾಕಿಸಿ ಸರ್ಕಾರಕ್ಕೆ ಕೃತಜ್ಞತೆ ಸಲ್ಲಿಸಿದ್ದಾರೆ. ಗೃಹಲಕ್ಷ್ಮಿ ಯೋಜನೆ ಹಣದಿಂದ ಬೋರ್‌ವೆಲ್ ಕೊರೆಸಿದ ರೈತ ಮಹಿಳೆ: ವಿಜಯಪುರ ಜಿಲ್ಲೆಯ ರೈತ ಮಹಿಳೆಯೊಬ್ಬರು ಗೃಹಲಕ್ಷ್ಮಿ ಹಣವನ್ನು ಕೂಡಿಟ್ಟು ತಮ್ಮ ಹೊಲದಲ್ಲಿ ಬೋರ್‌ವೆಲ್ ಕೊರೆಸಿದ್ದಾರೆ. [286,1186,480,1306]
chile-vrule [240,352,241,840]
masthead-logo [760,2,900,50]
chile-hrule [0,350,738,352]
paper-name-left: ಸಂಜೆ [760,4,793,26]
hampi-headline: ಹಂಪಿಯಲ್ಲಿರುವ ಐತಿಹಾಸಿಕ ಸುಗ್ರೀವ ಗುಹೆ ವೀಕ್ಷಣೆ ಮಾಡಿದ ರಾಜ್ಯಪಾಲರು [4,63,271,117]
sdmimd-banner-text: samimd [598,1334,678,1358]
halflife-body-col2: ಎಸ್ ರಾವ್, ಹೈ ಲೈಫ್ ಬ್ರೈಡ್ ಉತ್ಸವದ ಆಯೋಜಕ ಪ್ರಭಾತ್ ಅವರು ಪ್ರದರ್ಶನದ ಬಗ್ಗೆ ಮಾಹಿತಿ ನೀಡಿದರು. ಮದುವೆ ಸಂಬಂಧಿತ ವಸ್ತುಗಳ ಖರೀದಿಗೆ ಇದು ಉತ್ತಮ ಅವಕಾಶವಾಗಿದ್ದು ನಗರದ ಜನತೆ ಇದರ ಸದುಪಯೋಗ ಪಡೆಯಬೇಕು ಎಂದು ಹೇಳಿದರು. [556,1042,738,1077]
